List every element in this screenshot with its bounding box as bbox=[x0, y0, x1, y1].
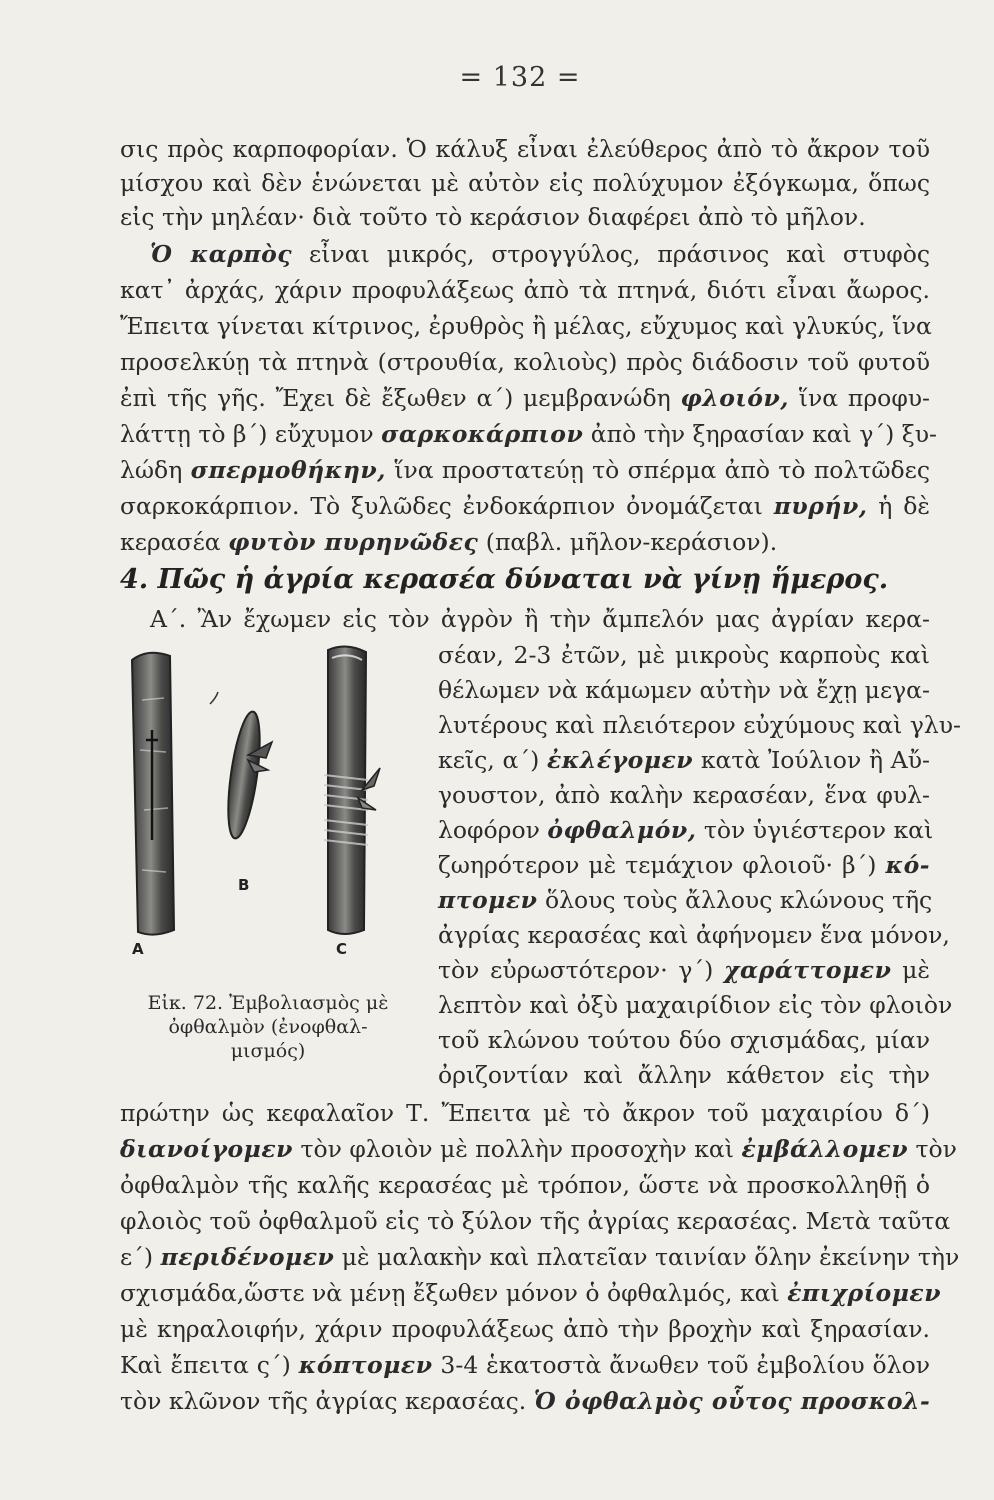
text-line: ζωηρότερον μὲ τεμάχιον φλοιοῦ· β΄) κό- bbox=[438, 851, 930, 879]
keyword: κό- bbox=[885, 851, 930, 879]
branch-c bbox=[324, 646, 380, 934]
keyword: πυρήν, bbox=[773, 492, 868, 520]
text-line: πτομεν ὅλους τοὺς ἄλλους κλώνους τῆς bbox=[438, 886, 933, 914]
keyword: Ὁ ὀφθαλμὸς οὗτος προσκολ- bbox=[533, 1387, 931, 1415]
keyword: περιδένομεν bbox=[160, 1243, 335, 1271]
keyword: Ὁ καρπὸς bbox=[150, 240, 293, 268]
keyword: χαράττομεν bbox=[724, 956, 892, 984]
text-line: πρώτην ὡς κεφαλαῖον Τ. Ἔπειτα μὲ τὸ ἄκρον τοῦ μαχαιρίου δ΄) bbox=[120, 1099, 930, 1127]
text-line: λυτέρους καὶ πλειότερον εὐχύμους καὶ γλυ- bbox=[438, 711, 961, 739]
figure-label-c: C bbox=[336, 940, 348, 958]
keyword: ἐκλέγομεν bbox=[546, 746, 694, 774]
text-line: σέαν, 2-3 ἐτῶν, μὲ μικροὺς καρποὺς καὶ bbox=[438, 641, 930, 669]
text-line: ἐπὶ τῆς γῆς. Ἔχει δὲ ἔξωθεν α΄) μεμβρανώδη φλοιόν, ἵνα προφυ- bbox=[120, 384, 931, 412]
text-line: σις πρὸς καρποφορίαν. Ὁ κάλυξ εἶναι ἐλεύθερος ἀπὸ τὸ ἄκρον τοῦ bbox=[120, 135, 930, 163]
text-line: τὸν εὐρωστότερον· γ΄) χαράττομεν μὲ bbox=[438, 956, 930, 984]
text-line: εἰς τὴν μηλέαν· διὰ τοῦτο τὸ κεράσιον διαφέρει ἀπὸ τὸ μῆλον. bbox=[120, 203, 866, 231]
section-heading: 4. Πῶς ἡ ἀγρία κερασέα δύναται νὰ γίνῃ ἥμερος. bbox=[120, 564, 889, 595]
text-line: ἀγρίας κερασέας καὶ ἀφήνομεν ἕνα μόνον, bbox=[438, 921, 950, 949]
keyword: ὀφθαλμόν, bbox=[547, 816, 697, 844]
text-line: λοφόρον ὀφθαλμόν, τὸν ὑγιέστερον καὶ bbox=[438, 816, 934, 844]
text-line: σχισμάδα,ὥστε νὰ μένῃ ἔξωθεν μόνον ὁ ὀφθαλμός, καὶ ἐπιχρίομεν bbox=[120, 1279, 942, 1307]
grafting-figure bbox=[118, 640, 408, 970]
text-line: Α΄. Ἂν ἔχωμεν εἰς τὸν ἀγρὸν ἢ τὴν ἄμπελόν μας ἀγρίαν κερα- bbox=[150, 605, 930, 633]
figure-label-b: B bbox=[238, 876, 250, 894]
text-line: διανοίγομεν τὸν φλοιὸν μὲ πολλὴν προσοχὴν καὶ ἐμβάλλομεν τὸν bbox=[120, 1135, 957, 1163]
grafting-illustration bbox=[118, 640, 408, 970]
keyword: φλοιόν, bbox=[680, 384, 789, 412]
page-number: = 132 = bbox=[459, 62, 581, 93]
text-line: Καὶ ἔπειτα ς΄) κόπτομεν 3-4 ἑκατοστὰ ἄνωθεν τοῦ ἐμβολίου ὅλον bbox=[120, 1351, 931, 1379]
bud-b bbox=[222, 710, 272, 840]
text-line: προσελκύῃ τὰ πτηνὰ (στρουθία, κολιοὺς) πρὸς διάδοσιν τοῦ φυτοῦ bbox=[120, 348, 930, 376]
keyword: κόπτομεν bbox=[298, 1351, 433, 1379]
text-line: Ἔπειτα γίνεται κίτρινος, ἐρυθρὸς ἢ μέλας, εὔχυμος καὶ γλυκύς, ἵνα bbox=[120, 312, 932, 340]
keyword: σαρκοκάρπιον bbox=[381, 420, 584, 448]
text-line: φλοιὸς τοῦ ὀφθαλμοῦ εἰς τὸ ξύλον τῆς ἀγρίας κερασέας. Μετὰ ταῦτα bbox=[120, 1207, 951, 1235]
text-line: τοῦ κλώνου τούτου δύο σχισμάδας, μίαν bbox=[438, 1026, 930, 1054]
keyword: σπερμοθήκην, bbox=[190, 456, 386, 484]
text-line: γουστον, ἀπὸ καλὴν κερασέαν, ἕνα φυλ- bbox=[438, 781, 930, 809]
branch-a bbox=[132, 653, 174, 935]
text-line: ὀριζοντίαν καὶ ἄλλην κάθετον εἰς τὴν bbox=[438, 1061, 930, 1089]
text-line: κεῖς, α΄) ἐκλέγομεν κατὰ Ἰούλιον ἢ Αὔ- bbox=[438, 746, 930, 774]
text-line: ε΄) περιδένομεν μὲ μαλακὴν καὶ πλατεῖαν ταινίαν ὅλην ἐκείνην τὴν bbox=[120, 1243, 960, 1271]
text-line: ὀφθαλμὸν τῆς καλῆς κερασέας μὲ τρόπον, ὥστε νὰ προσκολληθῇ ὁ bbox=[120, 1171, 930, 1199]
keyword: ἐμβάλλομεν bbox=[741, 1135, 909, 1163]
text-line: μίσχου καὶ δὲν ἑνώνεται μὲ αὐτὸν εἰς πολύχυμον ἐξόγκωμα, ὅπως bbox=[120, 169, 930, 197]
text-line: λώδη σπερμοθήκην, ἵνα προστατεύῃ τὸ σπέρμα ἀπὸ τὸ πολτῶδες bbox=[120, 456, 930, 484]
text-line: κατ᾿ ἀρχάς, χάριν προφυλάξεως ἀπὸ τὰ πτηνά, διότι εἶναι ἄωρος. bbox=[120, 276, 930, 304]
figure-caption: Εἰκ. 72. Ἐμβολιασμὸς μὲ ὀφθαλμὸν (ἐνοφθαλ- μισμός) bbox=[147, 992, 389, 1062]
text-line: Ὁ καρπὸς εἶναι μικρός, στρογγύλος, πράσινος καὶ στυφὸς bbox=[150, 240, 931, 268]
text-line: λεπτὸν καὶ ὀξὺ μαχαιρίδιον εἰς τὸν φλοιὸν bbox=[438, 991, 953, 1019]
text-line: μὲ κηραλοιφήν, χάριν προφυλάξεως ἀπὸ τὴν βροχὴν καὶ ξηρασίαν. bbox=[120, 1315, 930, 1343]
keyword: φυτὸν πυρηνῶδες bbox=[228, 528, 479, 556]
text-line: θέλωμεν νὰ κάμωμεν αὐτὴν νὰ ἔχῃ μεγα- bbox=[438, 676, 930, 704]
keyword: πτομεν bbox=[438, 886, 538, 914]
keyword: διανοίγομεν bbox=[120, 1135, 293, 1163]
figure-label-a: A bbox=[132, 940, 144, 958]
text-line: λάττῃ τὸ β΄) εὔχυμον σαρκοκάρπιον ἀπὸ τὴν ξηρασίαν καὶ γ΄) ξυ- bbox=[120, 420, 937, 448]
text-line: κερασέα φυτὸν πυρηνῶδες (παβλ. μῆλον-κεράσιον). bbox=[120, 528, 778, 556]
text-line: τὸν κλῶνον τῆς ἀγρίας κερασέας. Ὁ ὀφθαλμὸς οὗτος προσκολ- bbox=[120, 1387, 931, 1415]
text-line: σαρκοκάρπιον. Τὸ ξυλῶδες ἐνδοκάρπιον ὀνομάζεται πυρήν, ἡ δὲ bbox=[120, 492, 930, 520]
keyword: ἐπιχρίομεν bbox=[787, 1279, 942, 1307]
